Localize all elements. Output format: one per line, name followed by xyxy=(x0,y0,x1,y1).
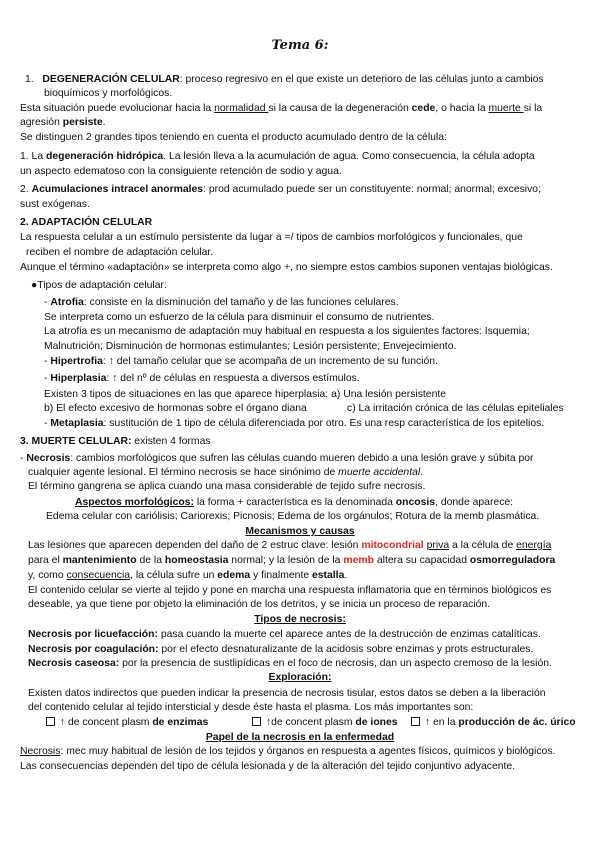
text: : ↑ del nº de células en respuesta a diversos estímulos. xyxy=(106,373,360,384)
text: la forma + característica es la denominada xyxy=(193,497,396,508)
section1-number: 1. xyxy=(25,74,34,85)
enzimas-term: de enzimas xyxy=(152,717,209,728)
text: y, como xyxy=(28,570,67,581)
section1-para3: Se distinguen 2 grandes tipos teniendo en cuenta el producto acumulado dentro de la célula: xyxy=(20,132,447,143)
text: . La lesión lleva a la acumulación de agua. Como consecuencia, la célula adopta xyxy=(163,151,535,162)
mecanismos-line1 xyxy=(28,539,551,552)
text: de la xyxy=(136,555,165,566)
text: : cambios morfológicos que sufren las células cuando mueren debido a una lesión grave y súbita por xyxy=(70,453,534,464)
section1-para2 xyxy=(20,116,106,129)
necrosis-link-term: Necrosis xyxy=(20,746,61,757)
estalla-term: estalla xyxy=(312,570,345,581)
homeostasia-term: homeostasia xyxy=(164,555,229,566)
mecanismos-line4: El contenido celular se vierte al tejido y pone en marcha una respuesta inflamatoria que en términos biológicos es xyxy=(28,585,552,596)
text: 2. xyxy=(20,184,32,195)
text: - xyxy=(44,373,51,384)
text: por el efecto desnaturalizante de la acidosis sobre enzimas y prots estructurales. xyxy=(158,644,534,655)
hipertrofia-term: Hipertrofia xyxy=(50,356,103,367)
checkbox-icon xyxy=(252,717,261,726)
text: Las lesiones que aparecen dependen del daño de 2 estruc clave: lesión xyxy=(28,540,362,551)
mecanismos-line3 xyxy=(28,569,347,582)
acumulaciones-term: Acumulaciones intracel anormales xyxy=(31,184,204,195)
muerte-term: muerte xyxy=(488,103,524,114)
hiperplasia-line3b: c) La irritación crónica de las células epiteliales xyxy=(347,403,564,414)
text: , donde aparece: xyxy=(435,497,514,508)
coagulacion-term: Necrosis por coagulación: xyxy=(28,644,159,655)
consecuencia-term: consecuencia xyxy=(66,570,131,581)
persiste-term: persiste xyxy=(62,117,103,128)
hiperplasia-term: Hiperplasia xyxy=(50,373,107,384)
aspectos-line xyxy=(75,496,513,509)
section2-heading: 2. ADAPTACIÓN CELULAR xyxy=(20,217,153,228)
checklist-iones xyxy=(252,716,398,729)
section1-item1-cont: un aspecto edematoso con la consiguiente retención de sodio y agua. xyxy=(20,166,342,177)
text: normal; y la lesión de la xyxy=(228,555,344,566)
text: ↑ en la xyxy=(424,717,459,728)
metaplasia-line xyxy=(44,417,544,430)
muerte-accidental-term: muerte accidental xyxy=(338,467,421,478)
hipertrofia-line xyxy=(44,355,438,368)
checklist-enzimas xyxy=(46,716,208,729)
section3-heading: 3. MUERTE CELULAR: xyxy=(20,436,132,447)
text: cualquier agente lesional. El término necrosis se hace sinónimo de xyxy=(28,467,339,478)
checkbox-icon xyxy=(411,717,420,726)
text: pasa cuando la muerte cel aparece antes de la destrucción de enzimas catalíticas. xyxy=(157,629,541,640)
iones-term: de iones xyxy=(355,717,398,728)
tipo-coagulacion xyxy=(28,643,533,656)
page-title: Tema 6: xyxy=(271,38,329,53)
tipo-caseosa xyxy=(28,657,552,670)
atrofia-line3: La atrofia es un mecanismo de adaptación muy habitual en respuesta a los siguientes factores: Isquemia; xyxy=(44,326,530,337)
section1-item1 xyxy=(20,150,535,163)
caseosa-term: Necrosis caseosa: xyxy=(28,658,120,669)
text: : ↑ del tamaño celular que se acompaña de un incremento de su función. xyxy=(102,356,438,367)
text: ↑de concent plasm xyxy=(265,717,356,728)
section1-line1 xyxy=(25,73,544,86)
section2-line1: La respuesta celular a un estímulo persistente da lugar a =/ tipos de cambios morfológicos y funcionales, que xyxy=(20,232,523,243)
text: . xyxy=(420,467,424,478)
text: y finalmente xyxy=(250,570,312,581)
mantenimiento-term: mantenimiento xyxy=(62,555,137,566)
text: Esta situación puede evolucionar hacia la xyxy=(20,103,215,114)
text: si la causa de la degeneración xyxy=(268,103,412,114)
text: existen 4 formas xyxy=(131,436,211,447)
cede-term: cede xyxy=(411,103,436,114)
text: ↑ de concent plasm xyxy=(59,717,153,728)
exploracion-line2: del contenido celular al tejido intersticial y desde éste hasta el plasma. Los más importantes son: xyxy=(28,702,474,713)
exploracion-line1: Existen datos indirectos que pueden indicar la presencia de necrosis tisular, estos datos se deben a la liberación xyxy=(28,688,546,699)
section2-line3: Aunque el término «adaptación» se interpreta como algo +, no siempre estos cambios suponen ventajas biológicas. xyxy=(20,262,553,273)
text: , la célula sufre un xyxy=(130,570,218,581)
mecanismos-line5: deseable, ya que tiene por objeto la eliminación de los detritos, y se inicia un proceso de reparación. xyxy=(28,599,491,610)
hiperplasia-line3a: b) El efecto excesivo de hormonas sobre el órgano diana xyxy=(44,403,307,414)
osmorreguladora-term: osmorreguladora xyxy=(469,555,556,566)
section1-line2: bioquímicos y morfológicos. xyxy=(44,88,173,99)
section2-bullet: ●Tipos de adaptación celular: xyxy=(31,280,167,291)
hiperplasia-line2: Existen 3 tipos de situaciones en las que aparece hiperplasia: a) Una lesión persistente xyxy=(44,389,447,400)
section1-intro: : proceso regresivo en el que existe un deterioro de las células junto a cambios xyxy=(179,74,544,85)
text: a la célula de xyxy=(449,540,517,551)
text: - xyxy=(44,356,51,367)
section3-heading-line xyxy=(20,435,211,448)
atrofia-line2: Se interpreta como un esfuerzo de la célula para disminuir el consumo de nutrientes. xyxy=(44,312,435,323)
text: , o hacia la xyxy=(435,103,489,114)
text: . xyxy=(102,117,106,128)
section1-para1 xyxy=(20,102,542,115)
text: altera su capacidad xyxy=(373,555,470,566)
aspectos-list: Edema celular con cariólisis; Cariorexis; Picnosis; Edema de los orgánulos; Rotura de la memb plasmática. xyxy=(46,511,540,522)
checkbox-icon xyxy=(46,717,55,726)
licuefaccion-term: Necrosis por licuefacción: xyxy=(28,629,158,640)
text: 1. La xyxy=(20,151,46,162)
papel-heading: Papel de la necrosis en la enfermedad xyxy=(205,732,395,743)
text: para el xyxy=(28,555,63,566)
section1-heading: DEGENERACIÓN CELULAR xyxy=(42,74,180,85)
aspectos-heading: Aspectos morfológicos: xyxy=(75,497,194,508)
metaplasia-term: Metaplasia xyxy=(50,418,104,429)
text: por la presencia de sustlipídicas en el foco de necrosis, dan un aspecto cremoso de la lesión. xyxy=(119,658,552,669)
edema-term: edema xyxy=(217,570,251,581)
oncosis-term: oncosis xyxy=(395,497,436,508)
text: si la xyxy=(523,103,543,114)
text: . xyxy=(344,570,348,581)
text: : sustitución de 1 tipo de célula diferenciada por otro. Es una resp característica de los epitelios. xyxy=(103,418,545,429)
memb-term: memb xyxy=(343,555,374,566)
necrosis-line1 xyxy=(20,452,534,465)
atrofia-line xyxy=(44,296,399,309)
mitocondrial-term: mitocondrial xyxy=(361,540,424,551)
acido-urico-term: producción de ác. úrico xyxy=(458,717,576,728)
necrosis-line3: El término gangrena se aplica cuando una masa considerable de tejido sufre necrosis. xyxy=(28,481,426,492)
text: agresión xyxy=(20,117,63,128)
text: : mec muy habitual de lesión de los tejidos y órganos en respuesta a agentes físicos, químicos y biológicos. xyxy=(60,746,556,757)
section1-item2 xyxy=(20,183,541,196)
degeneracion-hidropica-term: degeneración hidrópica xyxy=(46,151,164,162)
tipo-licuefaccion xyxy=(28,628,541,641)
tipos-heading: Tipos de necrosis: xyxy=(254,614,346,625)
mecanismos-heading: Mecanismos y causas xyxy=(245,526,355,537)
papel-line1 xyxy=(20,745,555,758)
section1-item2-cont: sust exógenas. xyxy=(20,199,90,210)
exploracion-heading: Exploración: xyxy=(268,672,332,683)
atrofia-line4: Malnutrición; Disminución de hormonas estimulantes; Lesión persistente; Envejecimiento. xyxy=(44,341,457,352)
energia-term: energía xyxy=(516,540,552,551)
text: : consiste en la disminución del tamaño y de las funciones celulares. xyxy=(83,297,399,308)
text: - xyxy=(20,453,27,464)
section2-line2: reciben el nombre de adaptación celular. xyxy=(26,247,214,258)
checklist-acido-urico xyxy=(411,716,576,729)
atrofia-term: Atrofia xyxy=(50,297,84,308)
normalidad-term: normalidad xyxy=(214,103,269,114)
mecanismos-line2 xyxy=(28,554,555,567)
necrosis-line2 xyxy=(28,466,423,479)
text: - xyxy=(44,418,51,429)
text: : prod acumulado puede ser un constituyente: normal; anormal; excesivo; xyxy=(203,184,541,195)
necrosis-term: Necrosis xyxy=(26,453,71,464)
text: - xyxy=(44,297,51,308)
priva-term: priva xyxy=(426,540,450,551)
papel-line2: Las consecuencias dependen del tipo de célula lesionada y de la alteración del tejido conjuntivo adyacente. xyxy=(20,761,516,772)
hiperplasia-line xyxy=(44,372,360,385)
